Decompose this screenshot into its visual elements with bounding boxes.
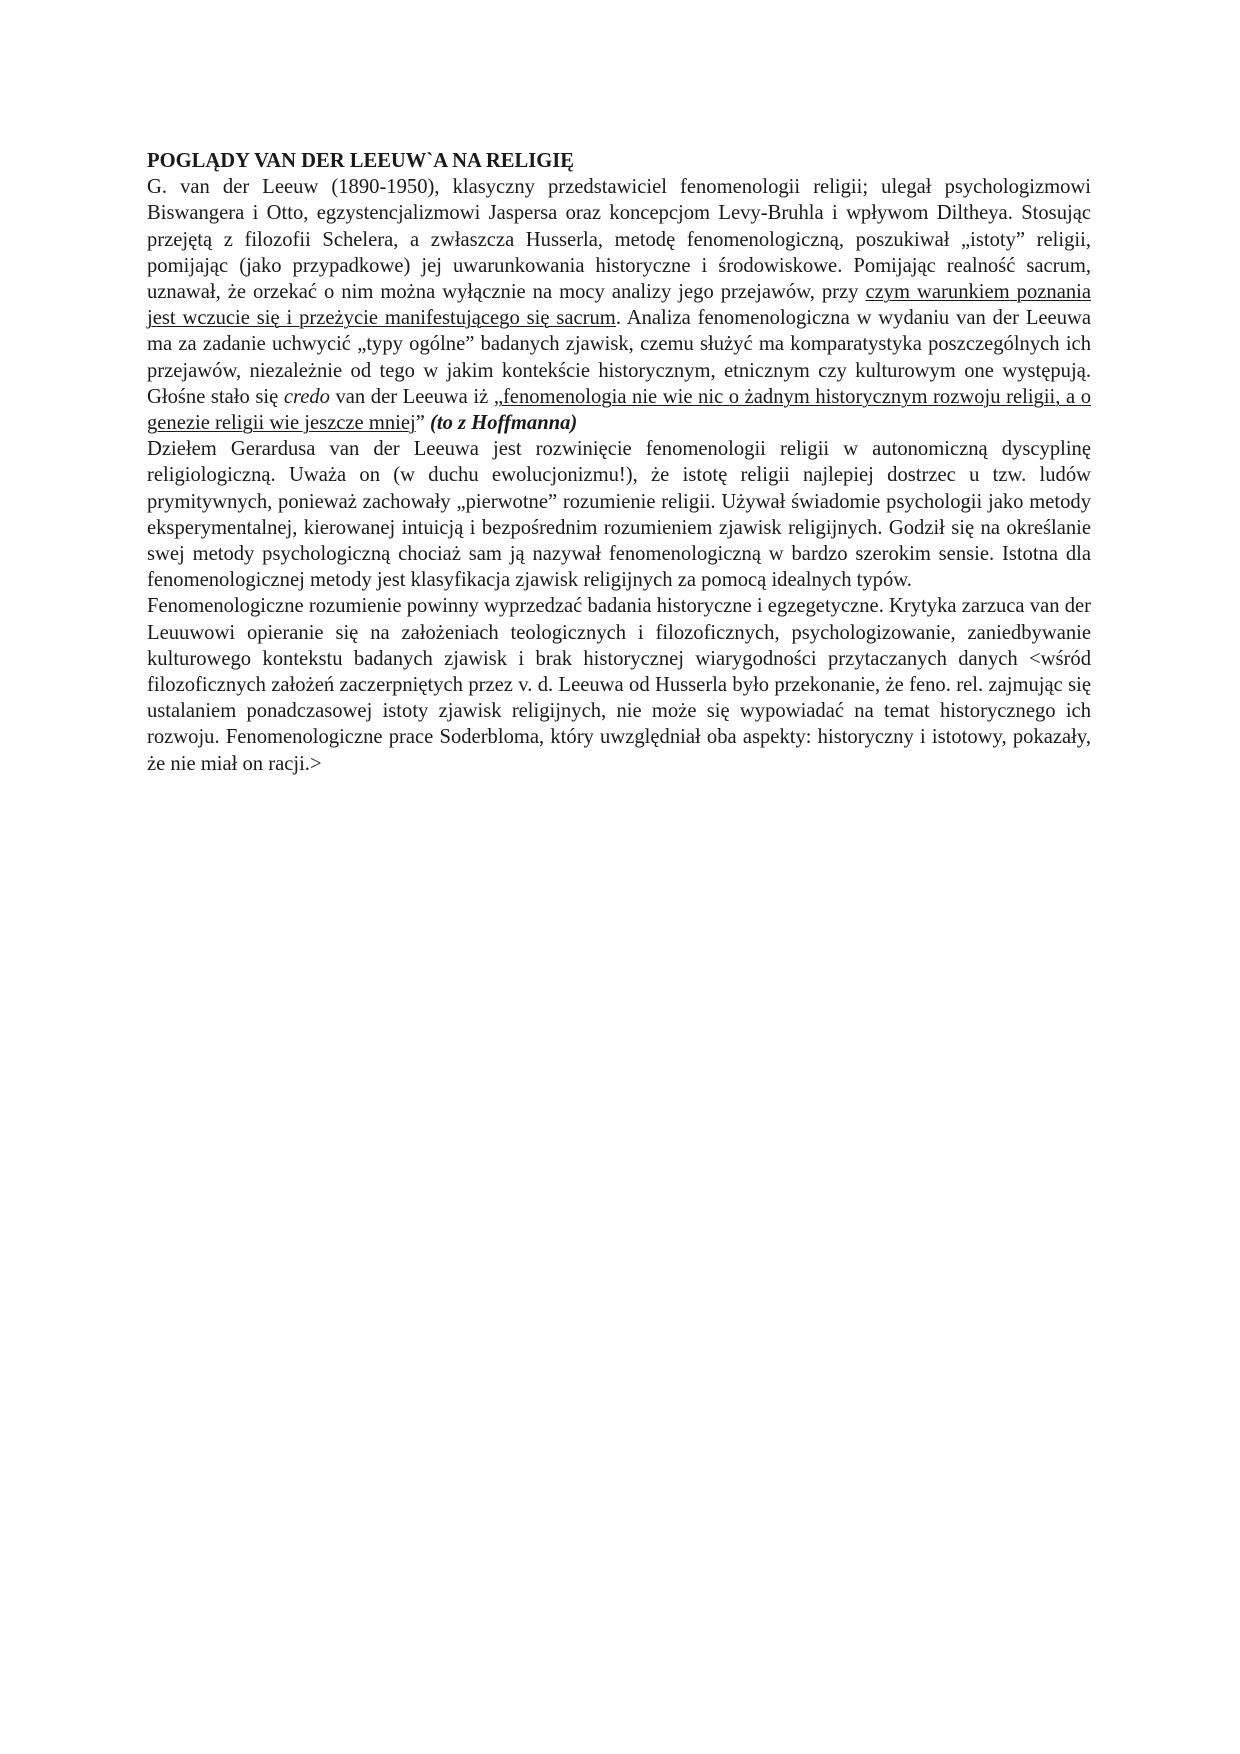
quote-closing-mark: ”: [415, 412, 431, 435]
paragraph-1-text-c: van der Leeuwa iż: [329, 385, 494, 408]
paragraph-1-text-a: G. van der Leeuw (1890-1950), klasyczny przedstawiciel fenomenologii religii; ulegał psychologizmowi Biswangera i Otto, egzystencjalizmowi Jaspersa oraz koncepcjom Levy-Bruhla i wpływom Diltheya. Stosując przejętą z filozofii Schelera, a zwłaszcza Husserla, metodę fenomenologiczną, poszukiwał „istoty” religii, pomijając (jako przypadkowe) jej uwarunkowania historyczne i środowiskowe. Pomijając realność sacrum, uznawał, że orzekać o nim można wyłącznie na mocy analizy jego przejawów, przy: [147, 176, 1091, 304]
underlined-phrase-sacrum: czym warunkiem poznania jest wczucie się i przeżycie manifestującego się sacrum: [147, 281, 1091, 330]
paragraph-1: [147, 174, 1091, 436]
document-page: [147, 148, 1091, 777]
underlined-quote-fenomenologia: „fenomenologia nie wie nic o żadnym historycznym rozwoju religii, a o genezie religii wie jeszcze mniej: [147, 385, 1091, 435]
document-title: POGLĄDY VAN DER LEEUW`A NA RELIGIĘ: [147, 150, 575, 172]
paragraph-3: Fenomenologiczne rozumienie powinny wyprzedzać badania historyczne i egzegetyczne. Krytyka zarzuca van der Leuuwowi opieranie się na założeniach teologicznych i filozoficznych, psychologizowanie, zaniedbywanie kulturowego kontekstu badanych zjawisk i brak historycznej wiarygodności przytaczanych danych <wśród filozoficznych założeń zaczerpniętych przez v. d. Leeuwa od Husserla było przekonanie, że feno. rel. zajmując się ustalaniem ponadczasowej istoty zjawisk religijnych, nie może się wypowiadać na temat historycznego ich rozwoju. Fenomenologiczne prace Soderbloma, który uwzględniał oba aspekty: historyczny i istotowy, pokazały, że nie miał on racji.>: [147, 595, 1091, 775]
paragraph-1-text-b: . Analiza fenomenologiczna w wydaniu van der Leeuwa ma za zadanie uchwycić „typy ogólne” badanych zjawisk, czemu służyć ma komparatystyka poszczególnych ich przejawów, niezależnie od tego w jakim kontekście historycznym, etnicznym czy kulturowym one występują. Głośne stało się: [147, 307, 1091, 408]
source-note: (to z Hoffmanna): [430, 412, 578, 435]
paragraph-2: Dziełem Gerardusa van der Leeuwa jest rozwinięcie fenomenologii religii w autonomiczną dyscyplinę religiologiczną. Uważa on (w duchu ewolucjonizmu!), że istotę religii najlepiej dostrzec u tzw. ludów prymitywnych, ponieważ zachowały „pierwotne” rozumienie religii. Używał świadomie psychologii jako metody eksperymentalnej, kierowanej intuicją i bezpośrednim rozumieniem zjawisk religijnych. Godził się na określanie swej metody psychologiczną chociaż sam ją nazywał fenomenologiczną w bardzo szerokim sensie. Istotna dla fenomenologicznej metody jest klasyfikacja zjawisk religijnych za pomocą idealnych typów.: [147, 438, 1091, 592]
credo-word: credo: [283, 385, 330, 408]
